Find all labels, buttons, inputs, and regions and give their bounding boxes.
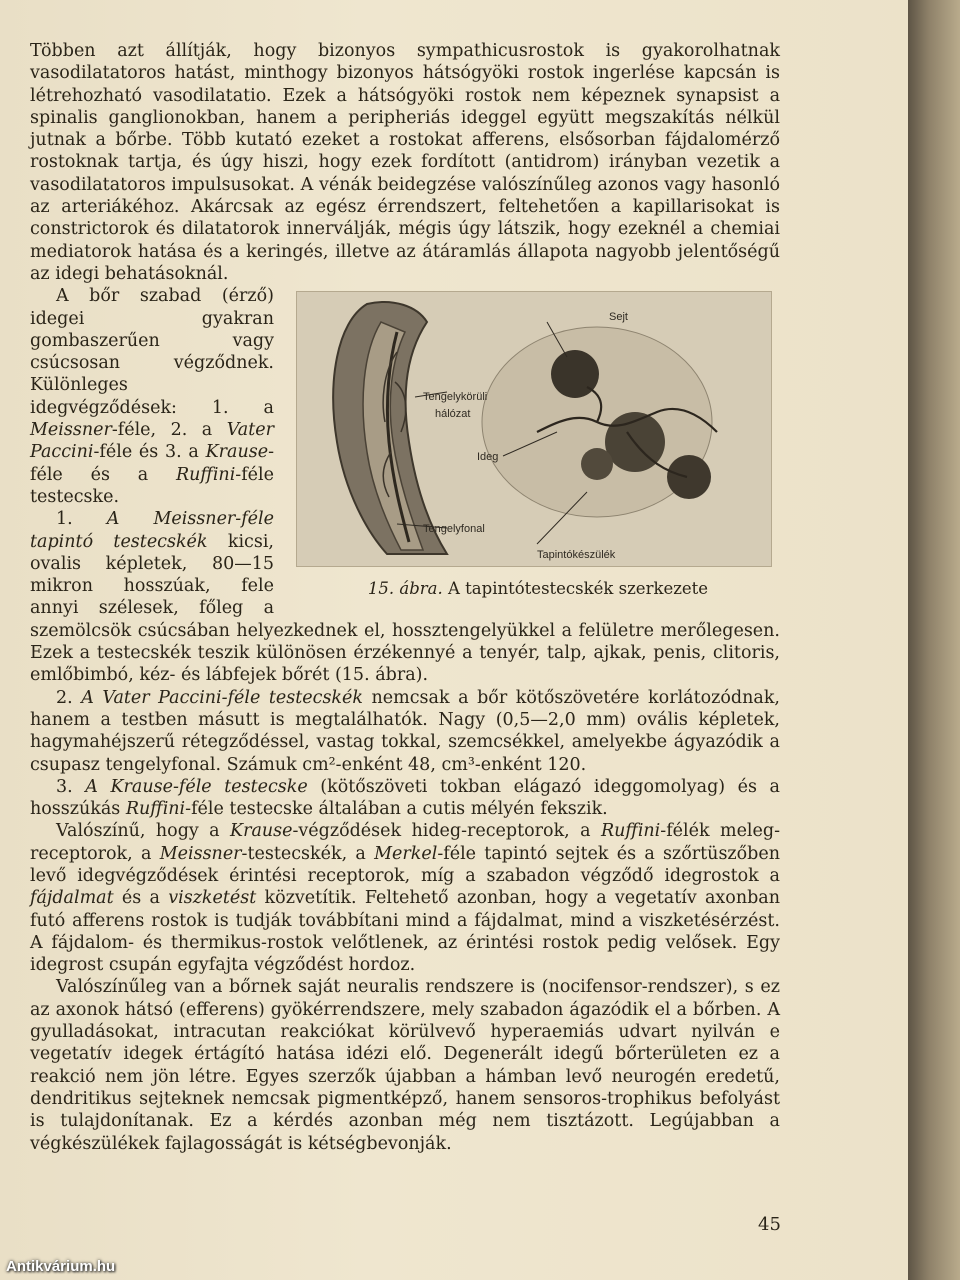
- paragraph-6: [30, 820, 780, 976]
- label-halozat: hálózat: [435, 408, 471, 421]
- p6-meissner: Meissner: [159, 843, 242, 864]
- paragraph-7: [30, 976, 780, 1154]
- p6-text-a: Valószínű, hogy a: [56, 821, 230, 842]
- p2-text-a: A bőr szabad (érző) idegei gyakran gombaszerűen vagy csúcsosan végződnek. Különleges idegvégződések: 1. a: [30, 286, 274, 418]
- p6-text-c: -félék meleg-receptorok, a: [30, 821, 780, 864]
- p2-meissner: Meissner: [30, 420, 112, 441]
- label-sejt: Sejt: [609, 311, 628, 324]
- label-ideg: Ideg: [477, 451, 499, 464]
- p4-number: 2.: [56, 687, 82, 708]
- paragraph-1: [30, 40, 780, 285]
- book-spine: [908, 0, 960, 1280]
- p4-title: A Vater Paccini-féle testecskék: [81, 687, 363, 708]
- p6-krause: Krause: [230, 821, 293, 842]
- p3-title: A Meissner-féle tapintó testecskék: [30, 509, 274, 552]
- p4-text: nemcsak a bőr kötőszövetére korlátozódnak, hanem a testben másutt is megtalálhatók. Nagy (0,5—2,0 mm) ovális képletek, hagymahéjszerű rétegződéssel, vastag tokkal, szemcsékkel, amelyekbe ágyazódik a csupasz tengelyfonal. Számuk cm²-enként 48, cm³-enként 120.: [30, 687, 780, 775]
- p5-number: 3.: [56, 776, 86, 797]
- p3-text: kicsi, ovalis képletek, 80—15 mikron hosszúak, fele annyi szélesek, főleg a szemölcsök csúcsában helyezkednek el, hossztengelyükkel a felületre merőlegesen. Ezek a testecskék teszik különösen érzékennyé a tenyér, talp, ajkak, penis, clitoris, emlőbimbó, kéz- és lábfejek bőrét (15. ábra).: [30, 531, 780, 686]
- p5-text-a: (kötőszöveti tokban elágazó ideggomolyag) és a hosszúkás: [30, 776, 780, 820]
- p6-merkel: Merkel: [374, 843, 438, 864]
- p2-text-e: -féle testecske.: [30, 464, 274, 507]
- p6-text-e: -féle tapintó sejtek és a szőrtüszőben levő idegvégződések érintési receptorok, míg a szabadon végződő idegrostok a: [30, 843, 781, 886]
- figure-caption-text: A tapintótestecskék szerkezete: [448, 579, 709, 599]
- p6-viszketest: viszketést: [168, 888, 257, 909]
- p6-text-b: -végződések hideg-receptorok, a: [292, 821, 601, 842]
- p3-number: 1.: [56, 509, 107, 530]
- p2-text-d: -féle és a: [30, 442, 274, 485]
- figure-image: [296, 291, 772, 567]
- p6-text-g: közvetítik. Feltehető azonban, hogy a vegetatív axonban futó afferens rostok is tudják továbbítani mind a fájdalmat, mind a viszketésérzést. A fájdalom- és thermikus-rostok velőtlenek, az érintési rostok pedig velősek. Egy idegrost csupán egyfajta végződést hordoz.: [30, 888, 780, 976]
- p5-ruffini: Ruffini: [125, 799, 186, 820]
- p6-fajdalmat: fájdalmat: [30, 888, 114, 909]
- label-tengelykoruli: Tengelykörüli: [423, 391, 488, 404]
- figure-number: 15. ábra.: [367, 579, 443, 599]
- p2-text-c: -féle és 3. a: [93, 442, 206, 463]
- p2-text-b: -féle, 2. a: [111, 420, 227, 441]
- watermark: Antikvárium.hu: [6, 1258, 116, 1275]
- paragraph-4: [30, 687, 780, 776]
- cell-3: [667, 455, 711, 499]
- paragraph-1-text: Többen azt állítják, hogy bizonyos sympathicusrostok is gyakorolhatnak vasodilatatoros hatást, minthogy bizonyos hátsógyöki rostok ingerlése kapcsán is létrehozható vasodilatatio. Ezek a hátsógyöki rostok nem képeznek synapsist a spinalis ganglionokban, hanem a peripheriás ideggel együtt megszakítás nélkül jutnak a bőrbe. Több kutató ezeket a rostokat afferens, elsősorban fájdalomérző rostoknak tartja, és úgy hiszi, hogy ezek fordított (antidrom) irányban vezetik a vasodilatatoros impulsusokat. A vénák beidegzése valószínűleg azonos vagy hasonló az arteriákéhoz. Akárcsak az egész érrendszert, feltehetően a kapillarisokat is constrictorok és dilatatorok innerválják, mégis úgy látszik, hogy ezeknél a chemiai mediatorok hatása és a keringés, illetve az átáramlás állapota nagyobb jelentőségű az idegi behatásoknál.: [30, 41, 780, 284]
- label-tapintokeszulek: Tapintókészülék: [537, 549, 616, 562]
- p7-text: Valószínűleg van a bőrnek saját neuralis rendszere is (nocifensor-rendszer), s ez az axonok hátsó (efferens) gyökérrendszere, mely szabadon ágazódik el a bőrben. A gyulladásokat, intracutan reakciókat körülvevő hyperaemiás udvart nyilván e vegetatív idegek értágító hatása idézi elő. Degenerált idegű bőrterületen ez a reakció nem jön létre. Egyes szerzők újabban a hámban levő neurogén eredetű, dendritikus sejteknek nemcsak pigmentképző, hanem sensoros-trophikus befolyást is tulajdonítanak. Ez a kérdés azonban még nem tisztázott. Legújabban a végkészülékek fajlagosságát is kétségbevonják.: [30, 977, 780, 1154]
- p6-text-d: -testecskék, a: [241, 843, 375, 864]
- figure-15: [288, 291, 780, 599]
- page-number: 45: [758, 1214, 781, 1235]
- paragraph-5: [30, 776, 780, 821]
- figure-caption: [288, 579, 780, 599]
- p2-ruffini: Ruffini: [175, 464, 236, 485]
- p6-text-f: és a: [113, 888, 169, 909]
- p2-vater: Vater Paccini: [30, 420, 274, 463]
- tactile-corpuscle-illustration: [297, 292, 771, 566]
- p5-title: A Krause-féle testecske: [85, 776, 308, 797]
- p2-krause: Krause: [205, 442, 269, 463]
- label-tengelyfonal: Tengelyfonal: [423, 523, 485, 536]
- p5-text-b: -féle testecske általában a cutis mélyén fekszik.: [185, 799, 608, 820]
- body-text: [30, 40, 780, 1155]
- p6-ruffini: Ruffini: [600, 821, 661, 842]
- cell-4: [581, 448, 613, 480]
